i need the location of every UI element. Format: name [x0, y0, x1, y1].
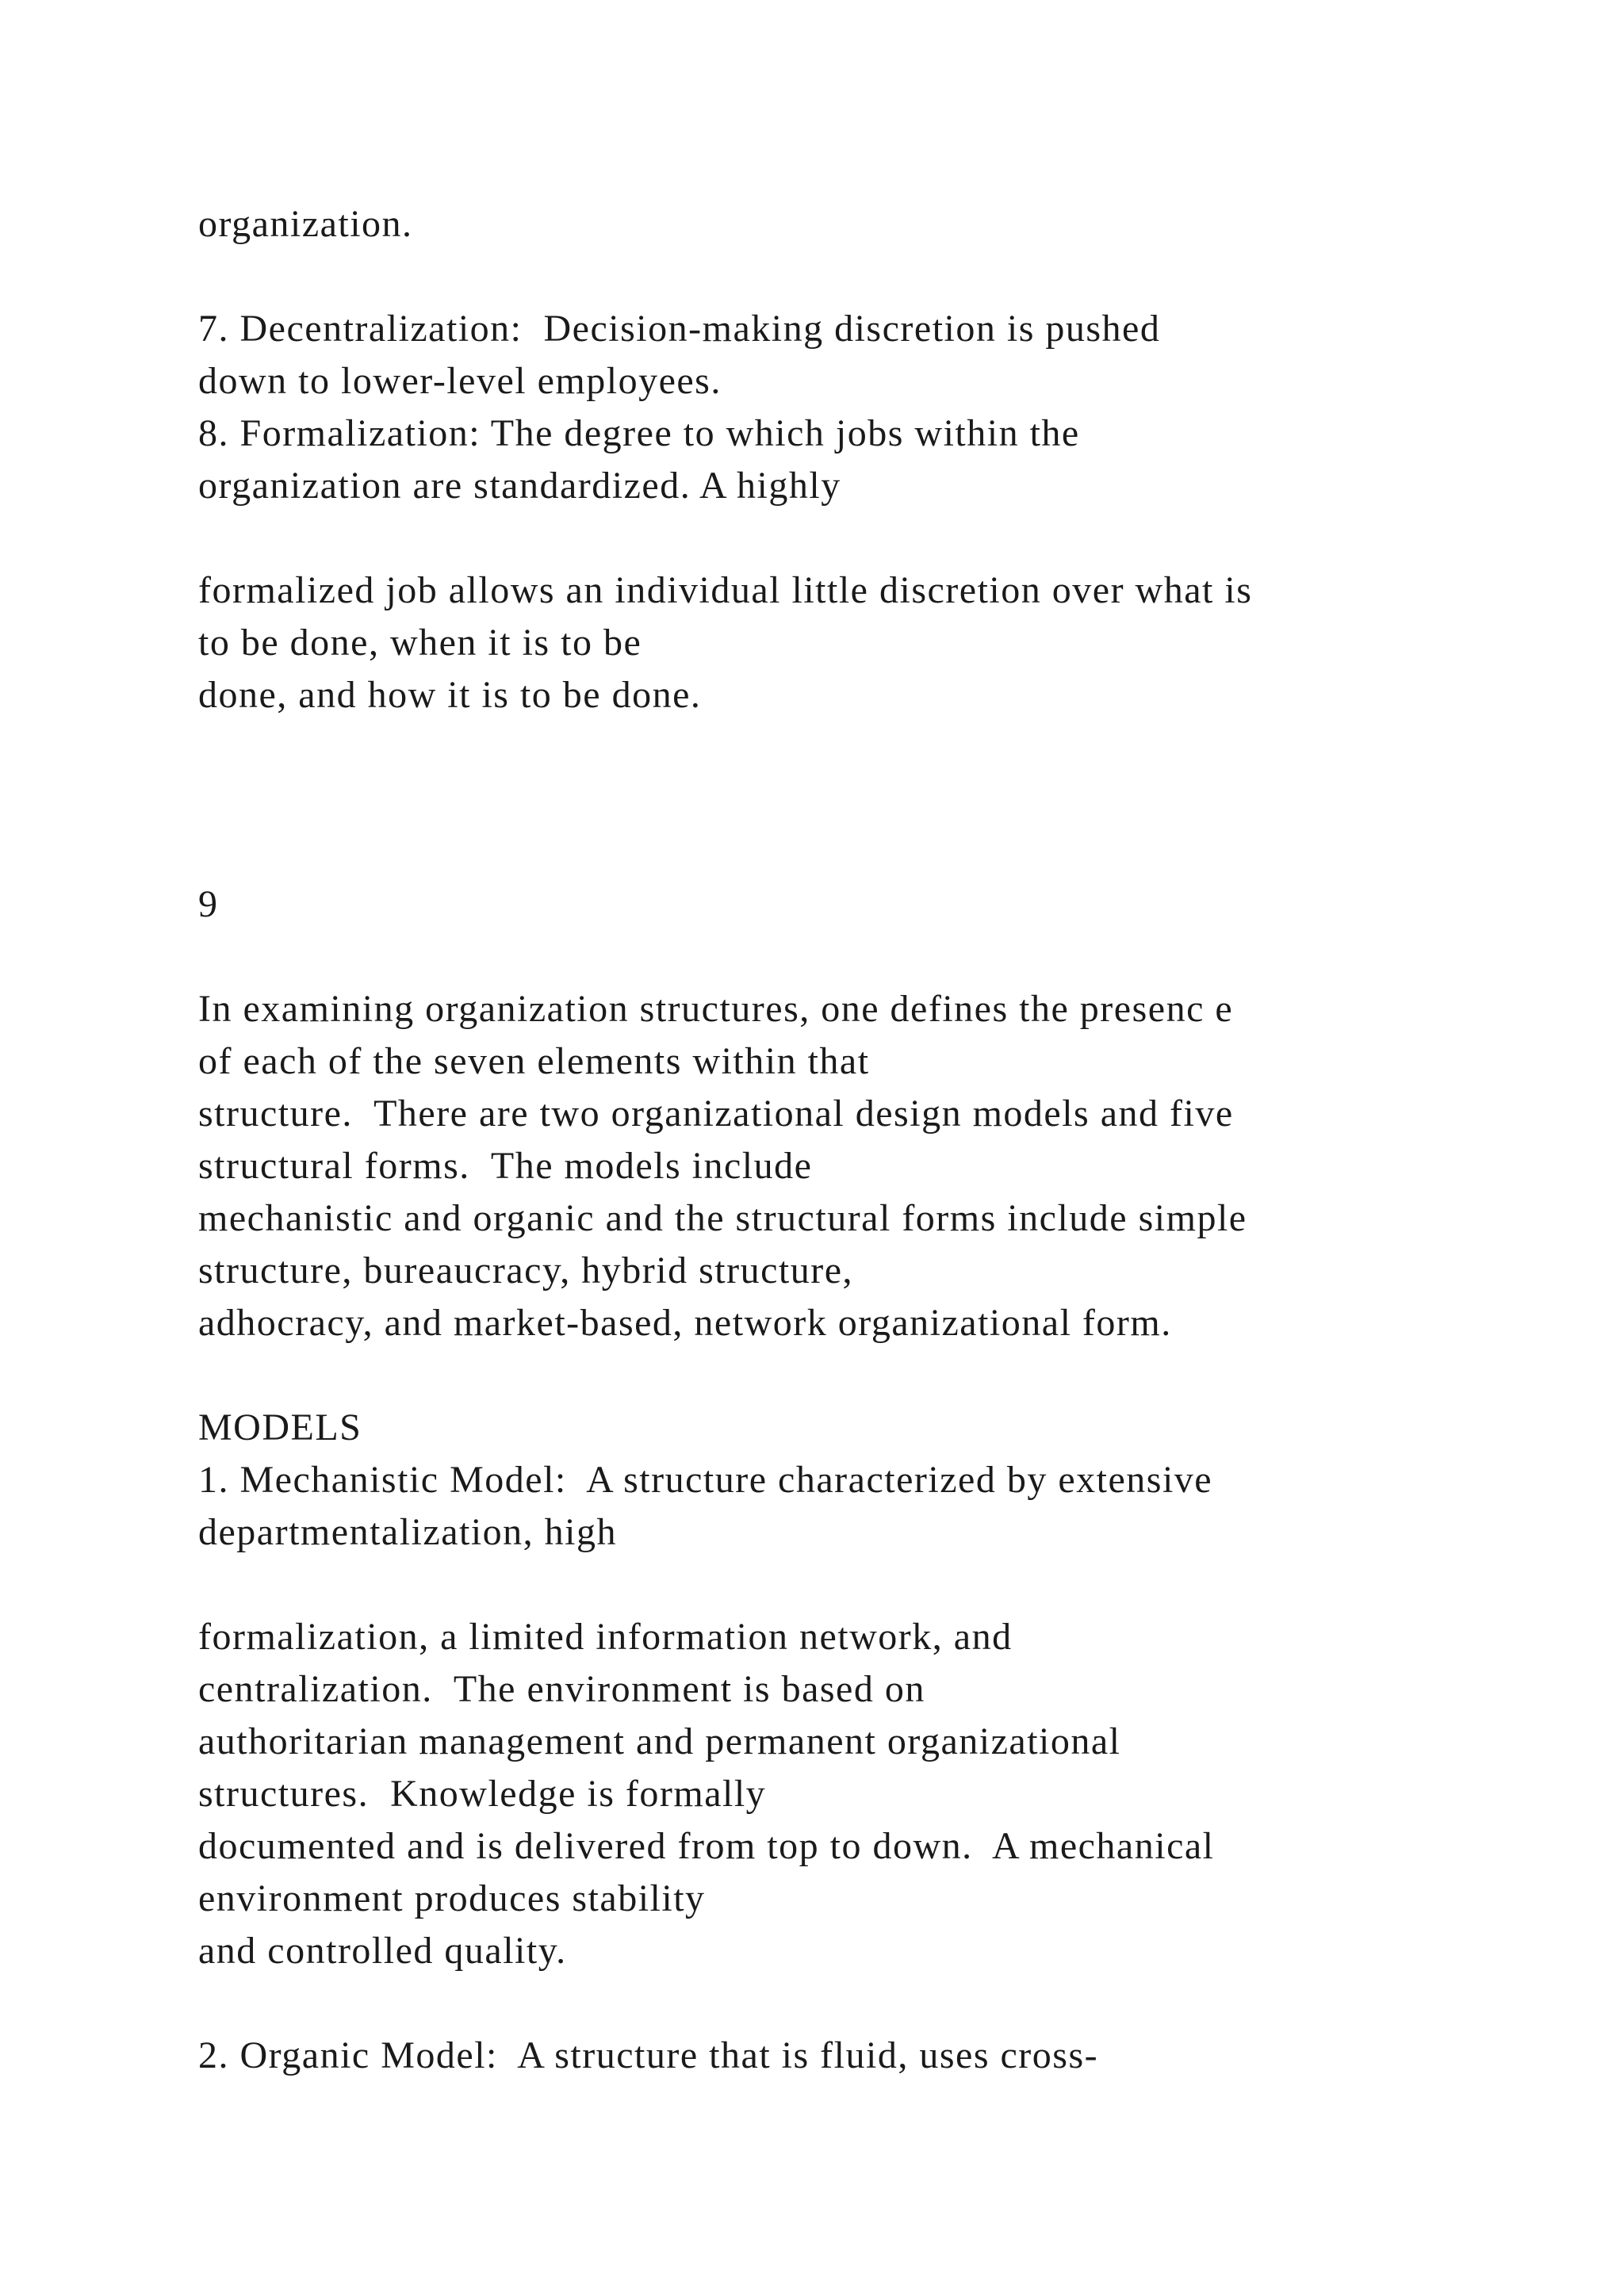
text-line-mechanistic-model-cont: departmentalization, high: [198, 1511, 617, 1553]
text-line-examining-cont: of each of the seven elements within that: [198, 1040, 870, 1082]
page-number: 9: [198, 883, 219, 925]
text-line-knowledge: structures. Knowledge is formally: [198, 1773, 767, 1815]
text-line-formalized-job-end: done, and how it is to be done.: [198, 674, 702, 716]
text-line-controlled-quality: and controlled quality.: [198, 1930, 567, 1972]
text-line-environment-stability: environment produces stability: [198, 1877, 706, 1919]
text-line-structure: structure. There are two organizational design models and five: [198, 1093, 1234, 1135]
text-line-organic-model: 2. Organic Model: A structure that is fluid, uses cross-: [198, 2034, 1099, 2076]
text-line-mechanistic-organic: mechanistic and organic and the structural forms include simple: [198, 1197, 1247, 1239]
text-line-formalized-job: formalized job allows an individual little discretion over what is: [198, 569, 1253, 611]
section-heading-models: MODELS: [198, 1406, 362, 1448]
text-line-bureaucracy: structure, bureaucracy, hybrid structure,: [198, 1249, 854, 1292]
text-line-formalization-network: formalization, a limited information network, and: [198, 1616, 1013, 1658]
text-line-decentralization-cont: down to lower-level employees.: [198, 360, 722, 402]
text-line-centralization: centralization. The environment is based on: [198, 1668, 925, 1710]
text-line-decentralization-heading: 7. Decentralization: Decision-making discretion is pushed: [198, 308, 1161, 350]
text-line-mechanistic-model: 1. Mechanistic Model: A structure characterized by extensive: [198, 1459, 1213, 1501]
text-line-formalization-cont: organization are standardized. A highly: [198, 465, 841, 507]
text-line-authoritarian: authoritarian management and permanent organizational: [198, 1720, 1121, 1762]
text-line-structural-forms: structural forms. The models include: [198, 1145, 813, 1187]
text-line-adhocracy: adhocracy, and market-based, network organizational form.: [198, 1302, 1172, 1344]
text-line-examining: In examining organization structures, one defines the presenc e: [198, 988, 1234, 1030]
text-line-organization: organization.: [198, 203, 413, 245]
text-line-documented: documented and is delivered from top to down. A mechanical: [198, 1825, 1215, 1867]
text-line-formalized-job-cont: to be done, when it is to be: [198, 622, 642, 664]
text-line-formalization-heading: 8. Formalization: The degree to which jobs within the: [198, 412, 1080, 454]
